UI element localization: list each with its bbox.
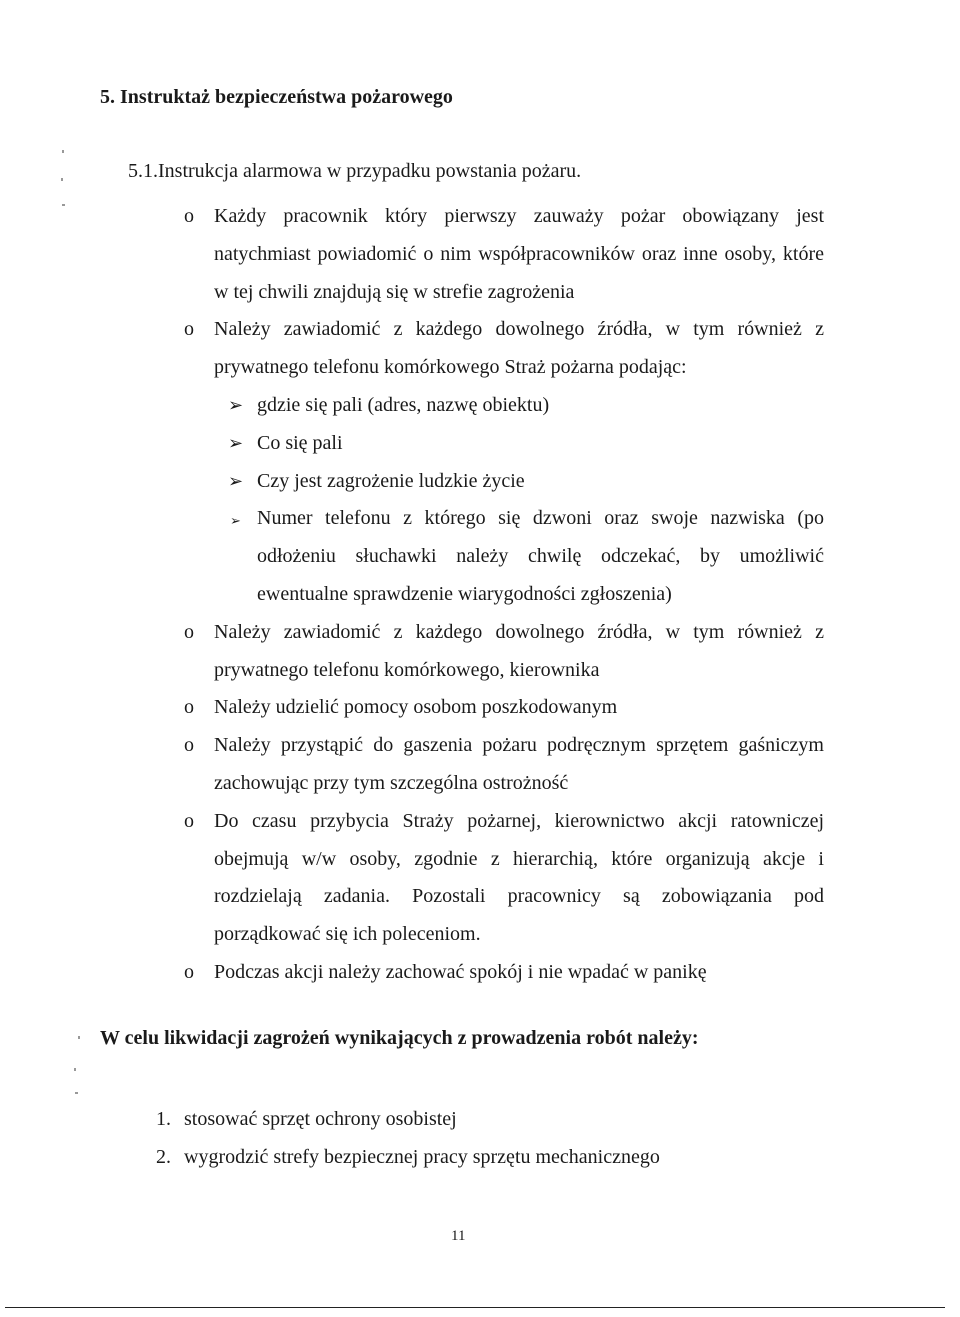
circle-bullet-icon: o [184,809,194,832]
list-item-text: Należy zawiadomić z każdego dowolnego źródła, w tym również z prywatnego telefonu komórkowego, kierownika [214,620,824,681]
sublist-item [214,500,824,613]
bottom-divider [5,1307,945,1308]
scan-artifact [78,1036,80,1039]
scan-artifact [75,1092,78,1094]
circle-bullet-icon: o [184,696,194,719]
list-item-text: Należy przystąpić do gaszenia pożaru podręcznym sprzętem gaśniczym zachowując przy tym szczególna ostrożność [214,734,824,794]
scan-artifact [62,204,65,206]
list-item [184,727,824,803]
circle-bullet-icon: o [184,734,194,757]
arrow-bullet-icon: ➢ [230,513,241,529]
sublist-item-text: Numer telefonu z którego się dzwoni oraz swoje nazwiska (po odłożeniu słuchawki należy chwilę odczekać, by umożliwić ewentualne sprawdzenie wiarygodności zgłoszenia) [257,507,824,605]
sublist-item-text: Czy jest zagrożenie ludzkie życie [257,469,525,492]
scan-artifact [61,178,63,181]
number-marker: 1. [156,1108,171,1130]
sublist-item [214,425,824,463]
circle-bullet-icon: o [184,960,194,983]
arrow-bullet-icon: ➢ [228,470,244,491]
number-marker: 2. [156,1146,171,1168]
arrow-bullet-icon: ➢ [228,432,244,453]
arrow-bullet-icon: ➢ [228,394,244,415]
list-item-text: Każdy pracownik który pierwszy zauważy pożar obowiązany jest natychmiast powiadomić o nim współpracowników oraz inne osoby, które w tej chwili znajdują się w strefie zagrożenia [214,205,824,303]
subsection-title: 5.1.Instrukcja alarmowa w przypadku powstania pożaru. [128,160,582,182]
sublist-item [214,387,824,425]
section-title: 5. Instruktaż bezpieczeństwa pożarowego [100,86,453,108]
numbered-item-text: stosować sprzęt ochrony osobistej [184,1108,457,1130]
sublist-item-text: gdzie się pali (adres, nazwę obiektu) [257,393,550,416]
list-item [184,954,824,992]
sublist-item [214,463,824,501]
alarm-instruction-list [184,198,824,992]
list-item-text: Do czasu przybycia Straży pożarnej, kierownictwo akcji ratowniczej obejmują w/w osoby, zgodnie z hierarchią, które organizują akcje i rozdzielają zadania. Pozostali pracownicy są zobowiązania pod porządkować się ich poleceniom. [214,809,824,946]
scan-artifact [74,1068,76,1071]
list-item [184,689,824,727]
numbered-item [156,1138,796,1176]
hazard-elimination-heading: W celu likwidacji zagrożeń wynikających z prowadzenia robót należy: [100,1027,699,1049]
list-item-text: Należy udzielić pomocy osobom poszkodowanym [214,696,618,719]
list-item [184,198,824,311]
hazard-measures-list [156,1100,796,1176]
circle-bullet-icon: o [184,620,194,643]
circle-bullet-icon: o [184,318,194,341]
list-item-text: Podczas akcji należy zachować spokój i nie wpadać w panikę [214,960,707,983]
page-number: 11 [451,1228,466,1244]
list-item [184,311,824,613]
numbered-item-text: wygrodzić strefy bezpiecznej pracy sprzętu mechanicznego [184,1146,660,1168]
list-item-text: Należy zawiadomić z każdego dowolnego źródła, w tym również z prywatnego telefonu komórkowego Straż pożarna podając: [214,318,824,379]
list-item [184,803,824,954]
scan-artifact [62,150,64,153]
numbered-item [156,1100,796,1138]
sublist-item-text: Co się pali [257,431,343,454]
circle-bullet-icon: o [184,205,194,227]
report-details-sublist [214,387,824,614]
list-item [184,614,824,690]
